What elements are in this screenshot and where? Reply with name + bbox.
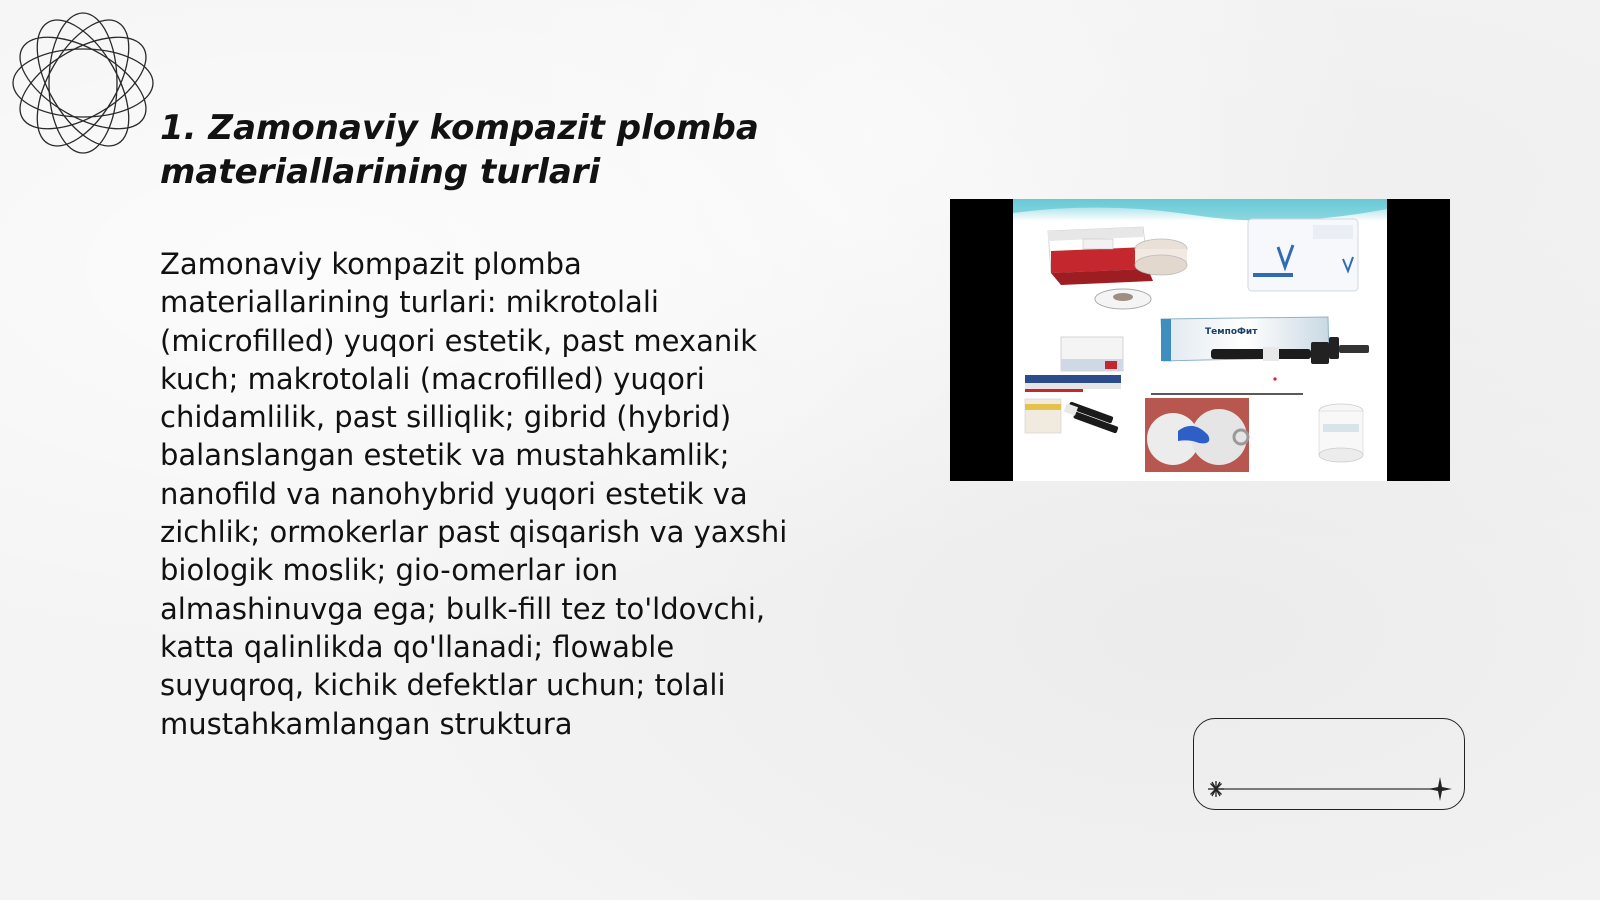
decorative-line: [1194, 719, 1466, 811]
photo-content: [1013, 199, 1387, 481]
decorative-card: [1193, 718, 1465, 810]
sparkle-icon: [1428, 777, 1452, 801]
slide-body-text: Zamonaviy kompazit plomba materiallarining turlari: mikrotolali (microfilled) yuqori estetik, past mexanik kuch; makrotolali (macrofilled) yuqori chidamlilik, past silliqlik; gibrid (hybrid) balanslangan estetik va mustahkamlik; nanofild va nanohybrid yuqori estetik va zichlik; ormokerlar past qisqarish va yaxshi biologik moslik; gio-omerlar ion almashinuvga ega; bulk-fill tez to'ldovchi, katta qalinlikda qo'llanadi; flowable suyuqroq, kichik defektlar uchun; tolali mustahkamlangan struktura: [160, 247, 788, 741]
composite-materials-photo: [950, 199, 1450, 481]
starburst-icon: [1208, 781, 1224, 797]
spirograph-circle-icon: [8, 8, 158, 158]
product-label: ТемпоФит: [1205, 327, 1258, 337]
product-collage-graphic: [1013, 199, 1387, 481]
slide-title: 1. Zamonaviy kompazit plomba materiallarining turlari: [160, 108, 759, 192]
